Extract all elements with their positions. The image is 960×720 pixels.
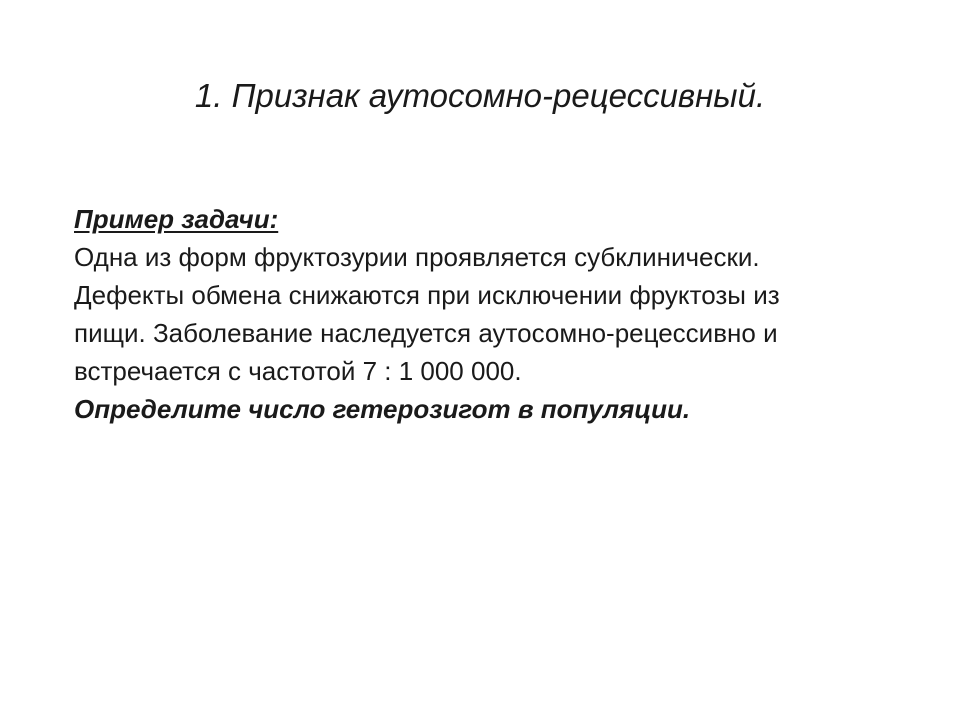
body-line: Дефекты обмена снижаются при исключении фруктозы из bbox=[74, 280, 780, 310]
task-question: Определите число гетерозигот в популяции. bbox=[74, 394, 691, 424]
body-line: встречается с частотой 7 : 1 000 000. bbox=[74, 356, 522, 386]
example-heading: Пример задачи: bbox=[74, 204, 279, 234]
slide-title: 1. Признак аутосомно-рецессивный. bbox=[194, 77, 766, 114]
slide-body bbox=[74, 200, 894, 428]
body-line: пищи. Заболевание наследуется аутосомно-рецессивно и bbox=[74, 318, 778, 348]
body-line: Одна из форм фруктозурии проявляется субклинически. bbox=[74, 242, 760, 272]
